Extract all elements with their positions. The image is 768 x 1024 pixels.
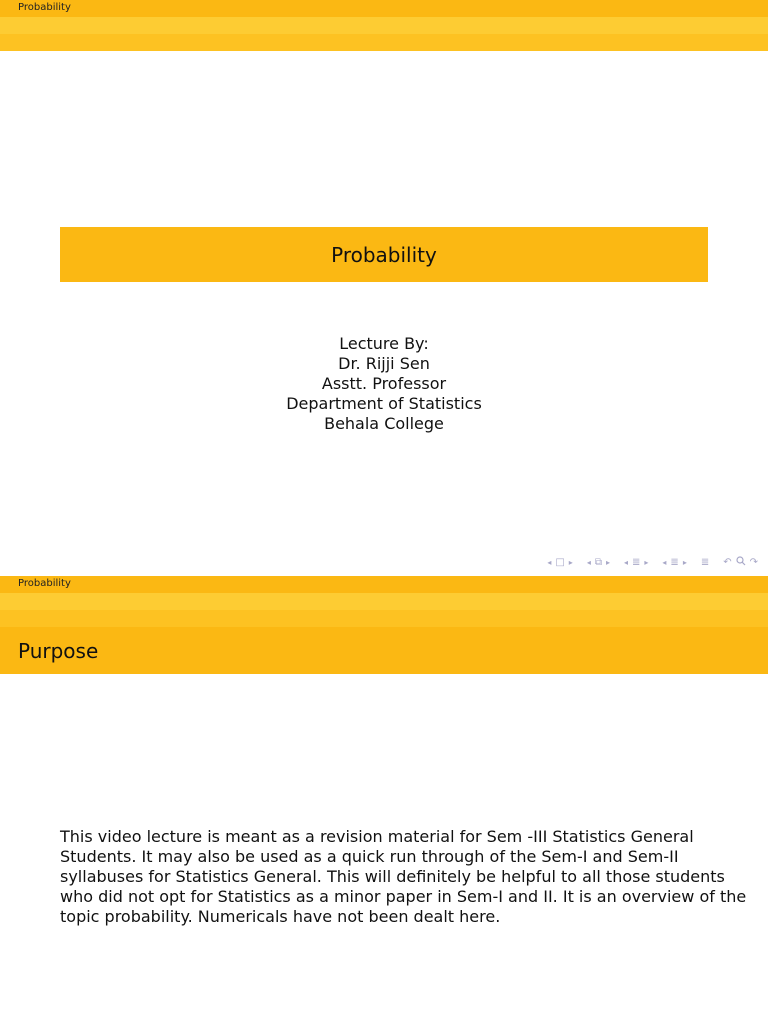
section-nav xyxy=(622,556,650,570)
author-block xyxy=(0,334,768,434)
prev-section-icon[interactable]: ◂ xyxy=(623,558,628,567)
author-line: Dr. Rijji Sen xyxy=(338,354,430,373)
next-subsection-icon[interactable]: ▸ xyxy=(682,558,687,567)
body-line: who did not opt for Statistics as a minor paper in Sem-I and II. It is an overview of the xyxy=(60,887,747,906)
frame-title-bar xyxy=(0,627,768,674)
document-icon[interactable]: ≣ xyxy=(700,557,710,568)
body-paragraph xyxy=(60,827,747,927)
author-line: Lecture By: xyxy=(339,334,429,353)
search-icon[interactable] xyxy=(736,556,746,571)
next-section-icon[interactable]: ▸ xyxy=(644,558,649,567)
prev-frame-icon[interactable]: ◂ xyxy=(547,558,552,567)
body-line: Students. It may also be used as a quick run through of the Sem-I and Sem-II xyxy=(60,847,679,866)
author-line: Department of Statistics xyxy=(286,394,482,413)
prev-subsection-icon[interactable]: ◂ xyxy=(662,558,667,567)
body-line: topic probability. Numericals have not been dealt here. xyxy=(60,907,501,926)
header-strip xyxy=(0,0,768,51)
frame-title: Purpose xyxy=(18,639,99,663)
subsection-nav xyxy=(585,556,612,570)
next-subframe-icon[interactable]: ▸ xyxy=(605,558,610,567)
frame-icon[interactable]: □ xyxy=(555,557,565,568)
purpose-slide xyxy=(0,576,768,1024)
prev-subframe-icon[interactable]: ◂ xyxy=(586,558,591,567)
undo-icon[interactable]: ↶ xyxy=(723,557,732,568)
subframe-icon[interactable]: ⧉ xyxy=(594,557,602,568)
body-line: This video lecture is meant as a revision material for Sem -III Statistics General xyxy=(60,827,694,846)
header-strip xyxy=(0,576,768,627)
body-line: syllabuses for Statistics General. This will definitely be helpful to all those students xyxy=(60,867,725,886)
beamer-navigation-bar xyxy=(535,556,760,570)
section-label: Probability xyxy=(18,2,71,13)
author-line: Behala College xyxy=(324,414,444,433)
subsection-icon[interactable]: ≣ xyxy=(670,557,679,568)
section-icon[interactable]: ≣ xyxy=(632,557,641,568)
redo-icon[interactable]: ↷ xyxy=(749,557,758,568)
next-frame-icon[interactable]: ▸ xyxy=(568,558,573,567)
frame-nav xyxy=(545,556,574,570)
author-line: Asstt. Professor xyxy=(321,374,447,393)
section-label: Probability xyxy=(18,578,71,589)
title-box xyxy=(60,227,708,282)
subsec-nav xyxy=(660,556,688,570)
presentation-title: Probability xyxy=(331,242,437,267)
